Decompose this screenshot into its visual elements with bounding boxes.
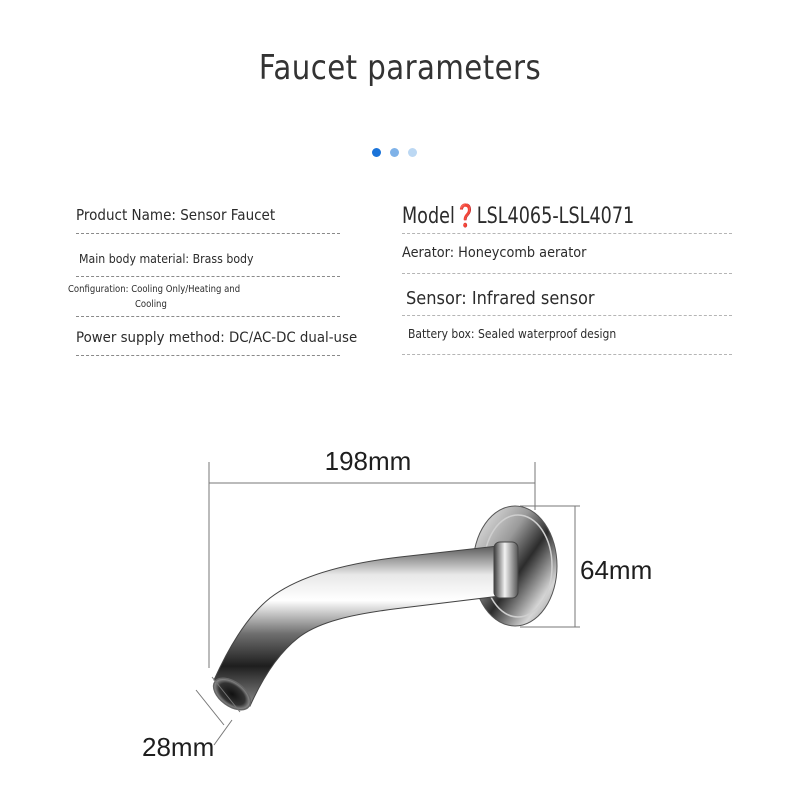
length-label: 198mm bbox=[324, 446, 412, 476]
spec-sensor: Sensor: Infrared sensor bbox=[406, 288, 595, 309]
spec-body-material: Main body material: Brass body bbox=[79, 251, 254, 266]
spout-collar bbox=[494, 542, 518, 598]
spec-aerator: Aerator: Honeycomb aerator bbox=[402, 245, 587, 261]
height-label: 64mm bbox=[580, 555, 653, 585]
spec-battery-box: Battery box: Sealed waterproof design bbox=[408, 327, 617, 341]
spec-power-supply: Power supply method: DC/AC-DC dual-use bbox=[76, 330, 358, 346]
spec-product-name: Product Name: Sensor Faucet bbox=[76, 206, 276, 224]
spec-configuration-line2: Cooling bbox=[135, 299, 167, 310]
spec-model: Model❓LSL4065-LSL4071 bbox=[402, 204, 635, 229]
page-title: Faucet parameters bbox=[258, 48, 542, 88]
outlet-label: 28mm bbox=[142, 732, 215, 762]
faucet-spout bbox=[214, 546, 500, 706]
spec-configuration-line1: Configuration: Cooling Only/Heating and bbox=[68, 284, 241, 295]
